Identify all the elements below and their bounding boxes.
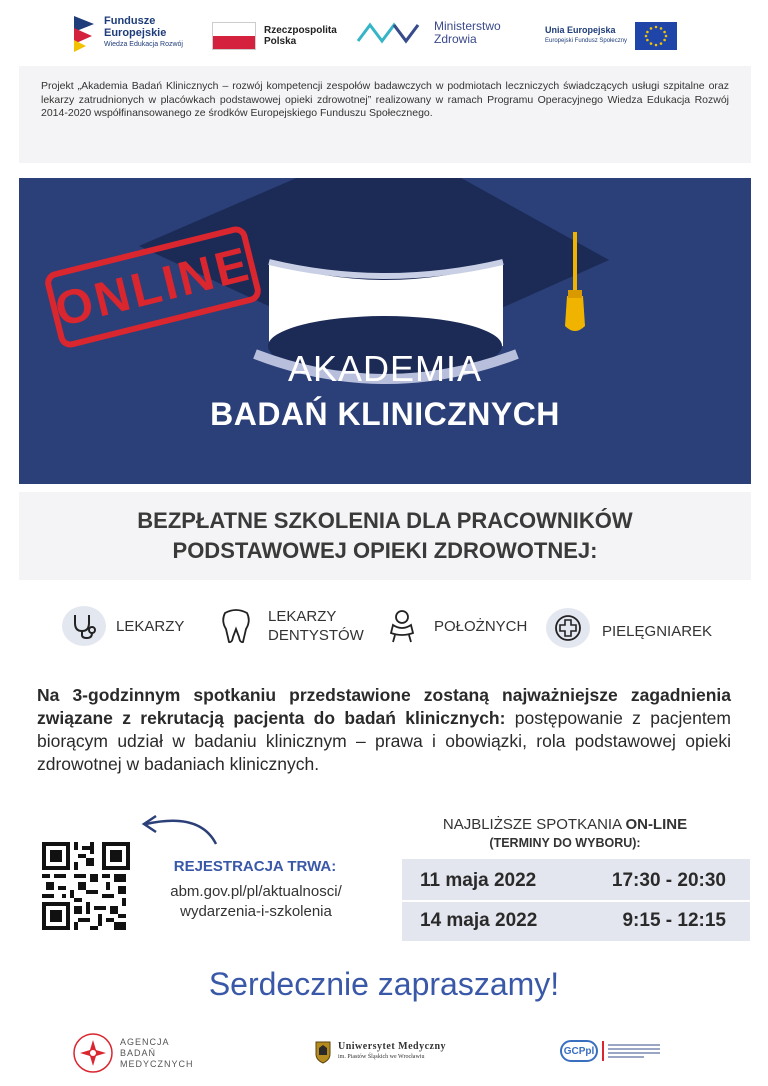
- subheading-box: [19, 492, 751, 580]
- online-stamp-text: ONLINE: [49, 237, 257, 337]
- body-bold-text: Na 3-godzinnym spotkaniu przedstawione zostaną najważniejsze zagadnienia związane z rekrutacją pacjenta do badań klinicznych:: [37, 685, 731, 728]
- meeting-date: 14 maja 2022: [420, 910, 538, 931]
- stethoscope-icon: [62, 606, 106, 646]
- gcp-badge: GCPpl: [560, 1040, 598, 1062]
- top-logo-bar: [0, 0, 768, 62]
- tooth-icon: [214, 606, 258, 646]
- fe-line2: Europejskie: [104, 27, 167, 39]
- fe-line1: Fundusze: [104, 15, 156, 27]
- qr-code-icon[interactable]: [42, 842, 130, 930]
- meetings-subheading: (TERMINY DO WYBORU):: [489, 836, 641, 850]
- registration-url-line1: abm.gov.pl/pl/aktualnosci/: [170, 883, 342, 900]
- baby-icon: [380, 606, 424, 646]
- gcp-logo: [560, 1040, 660, 1062]
- arrow-left-icon: [140, 808, 220, 848]
- fe-line3: Wiedza Edukacja Rozwój: [104, 41, 183, 48]
- gcp-text-lines: [608, 1042, 660, 1060]
- audience-label-poloznych: POŁOŻNYCH: [434, 617, 528, 635]
- audience-label-pielegniarek: PIELĘGNIAREK: [602, 622, 713, 640]
- audience-label-lekarzy-dent: LEKARZY: [268, 608, 337, 625]
- hero-banner: [19, 178, 751, 484]
- meeting-date: 11 maja 2022: [420, 870, 537, 891]
- unia-europejska-logo: [545, 22, 677, 50]
- abm-line1: AGENCJA: [120, 1036, 170, 1047]
- audience-item-poloznych: [380, 606, 527, 646]
- university-crest-icon: [314, 1040, 332, 1064]
- subheading-line1: BEZPŁATNE SZKOLENIA DLA PRACOWNIKÓW: [137, 508, 633, 533]
- rp-line2: Polska: [264, 36, 297, 47]
- registration-link[interactable]: [140, 882, 372, 922]
- mz-wave-icon: [356, 21, 428, 45]
- project-info-box: [19, 66, 751, 163]
- rp-line1: Rzeczpospolita: [264, 25, 337, 36]
- meetings-heading-normal: NAJBLIŻSZE SPOTKANIA: [442, 816, 626, 833]
- rzeczpospolita-logo: [212, 22, 337, 50]
- polish-flag-icon: [212, 22, 256, 50]
- fundusze-europejskie-logo: [70, 14, 183, 52]
- audience-item-pielegniarek: [546, 608, 712, 648]
- ue-line2: Europejski Fundusz Społeczny: [545, 38, 628, 44]
- invitation-text: Serdecznie zapraszamy!: [208, 966, 560, 1002]
- ue-line1: Unia Europejska: [545, 25, 616, 35]
- umw-line1: Uniwersytet Medyczny: [338, 1041, 447, 1052]
- eu-flag-icon: [635, 22, 677, 50]
- fe-star-icon: [70, 14, 98, 52]
- hero-title-badan: BADAŃ KLINICZNYCH: [210, 396, 560, 432]
- audience-label-dentystow: DENTYSTÓW: [268, 627, 364, 644]
- body-normal-text: postępowanie z pacjentem biorącym udział w badaniu klinicznym – prawa i obowiązki, rola podstawowej opieki zdrowotnej w badaniach klinicznych.: [37, 708, 731, 774]
- meetings-table: [402, 859, 750, 941]
- project-description: Projekt „Akademia Badań Klinicznych – rozwój kompetencji zespołów badawczych w podmiotach leczniczych świadczących usługi szpitalne oraz lekarzy zatrudnionych w placówkach podstawowej opieki zdrowotnej” realizowany w ramach Programu Operacyjnego Wiedza Edukacja Rozwój 2014-2020 współfinansowanego ze środków Europejskiego Funduszu Społecznego.: [41, 80, 729, 119]
- abm-logo: [72, 1032, 194, 1074]
- registration-url-line2: wydarzenia-i-szkolenia: [180, 903, 332, 920]
- mz-line2: Zdrowia: [434, 32, 477, 46]
- umw-logo: [314, 1040, 446, 1064]
- umw-line2: im. Piastów Śląskich we Wrocławiu: [338, 1054, 425, 1060]
- abm-cross-icon: [72, 1032, 114, 1074]
- meetings-heading: [400, 816, 730, 833]
- meeting-row: [402, 861, 750, 901]
- meeting-time: 17:30 - 20:30: [611, 870, 726, 891]
- subheading-line2: PODSTAWOWEJ OPIEKI ZDROWOTNEJ:: [172, 538, 598, 563]
- meetings-heading-bold: ON-LINE: [625, 816, 688, 833]
- body-paragraph: [37, 684, 731, 776]
- audience-item-lekarzy: [62, 606, 184, 646]
- abm-line2: BADAŃ: [120, 1047, 157, 1058]
- abm-line3: MEDYCZNYCH: [120, 1058, 194, 1069]
- meeting-time: 9:15 - 12:15: [622, 910, 726, 931]
- audience-item-dentystow: [214, 606, 364, 646]
- ministerstwo-zdrowia-logo: [356, 20, 501, 46]
- medical-cross-icon: [546, 608, 590, 648]
- registration-heading: REJESTRACJA TRWA:: [173, 858, 337, 875]
- hero-title-akademia: AKADEMIA: [287, 348, 483, 389]
- audience-label-lekarzy: LEKARZY: [116, 617, 185, 635]
- mz-line1: Ministerstwo: [434, 19, 501, 33]
- meeting-row: [402, 900, 750, 940]
